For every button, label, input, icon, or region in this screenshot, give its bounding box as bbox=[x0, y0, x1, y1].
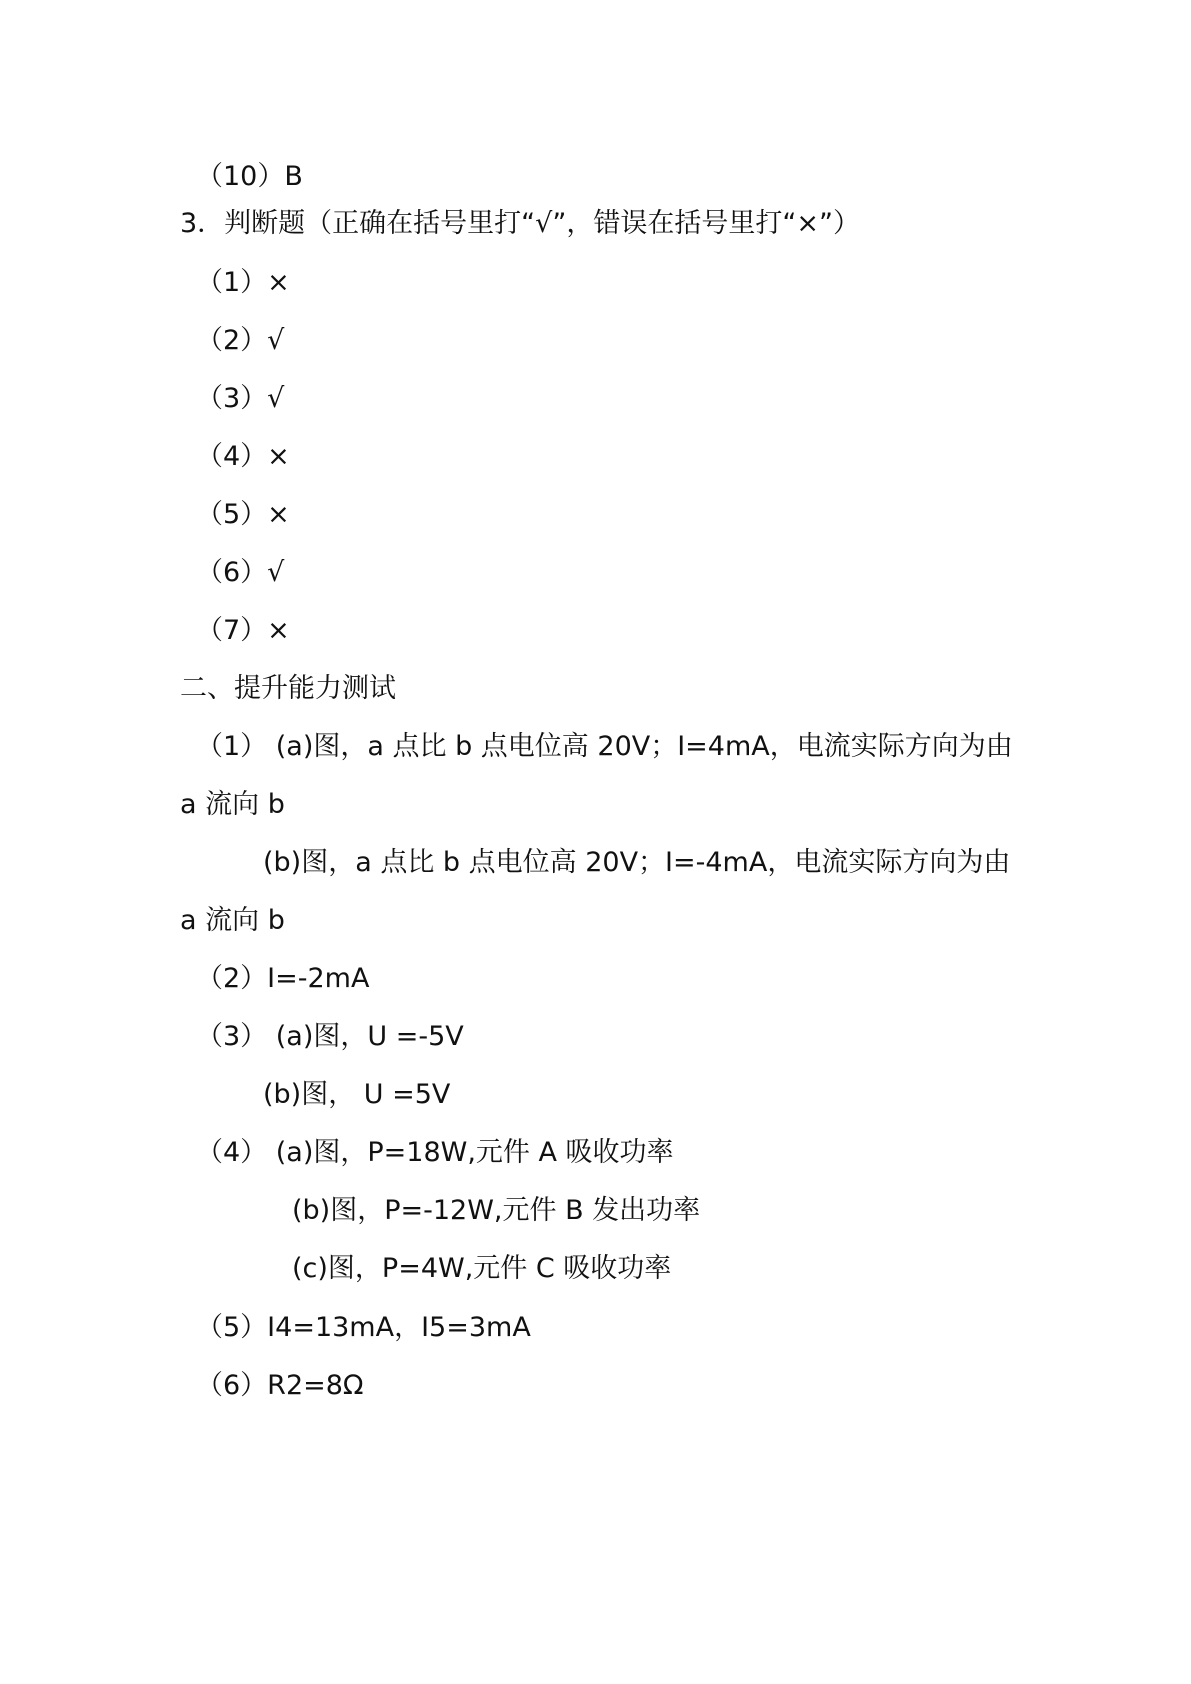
problem-1a-line-2: a 流向 b bbox=[180, 789, 285, 820]
problem-5: （5）I4=13mA，I5=3mA bbox=[196, 1312, 531, 1343]
problem-2: （2）I=-2mA bbox=[196, 963, 370, 994]
judge-item-7: （7）× bbox=[196, 615, 290, 646]
problem-1b-line-2: a 流向 b bbox=[180, 905, 285, 936]
problem-3a: （3） (a)图，U =-5V bbox=[196, 1021, 464, 1052]
section-3-title: 3．判断题（正确在括号里打“√”，错误在括号里打“×”） bbox=[180, 208, 860, 239]
judge-item-5: （5）× bbox=[196, 499, 290, 530]
section-2-title: 二、提升能力测试 bbox=[180, 673, 396, 704]
problem-4a: （4） (a)图，P=18W,元件 A 吸收功率 bbox=[196, 1137, 674, 1168]
problem-6: （6）R2=8Ω bbox=[196, 1370, 364, 1401]
judge-item-4: （4）× bbox=[196, 441, 290, 472]
problem-4c: (c)图，P=4W,元件 C 吸收功率 bbox=[292, 1253, 672, 1284]
judge-item-2: （2）√ bbox=[196, 325, 285, 356]
judge-item-1: （1）× bbox=[196, 267, 290, 298]
problem-1a-line-1: （1） (a)图，a 点比 b 点电位高 20V；I=4mA，电流实际方向为由 bbox=[196, 731, 1013, 762]
problem-4b: (b)图，P=-12W,元件 B 发出功率 bbox=[292, 1195, 701, 1226]
judge-item-6: （6）√ bbox=[196, 557, 285, 588]
judge-item-3: （3）√ bbox=[196, 383, 285, 414]
answer-10: （10）B bbox=[196, 161, 303, 192]
problem-1b-line-1: (b)图，a 点比 b 点电位高 20V；I=-4mA，电流实际方向为由 bbox=[263, 847, 1011, 878]
problem-3b: (b)图， U =5V bbox=[263, 1079, 451, 1110]
